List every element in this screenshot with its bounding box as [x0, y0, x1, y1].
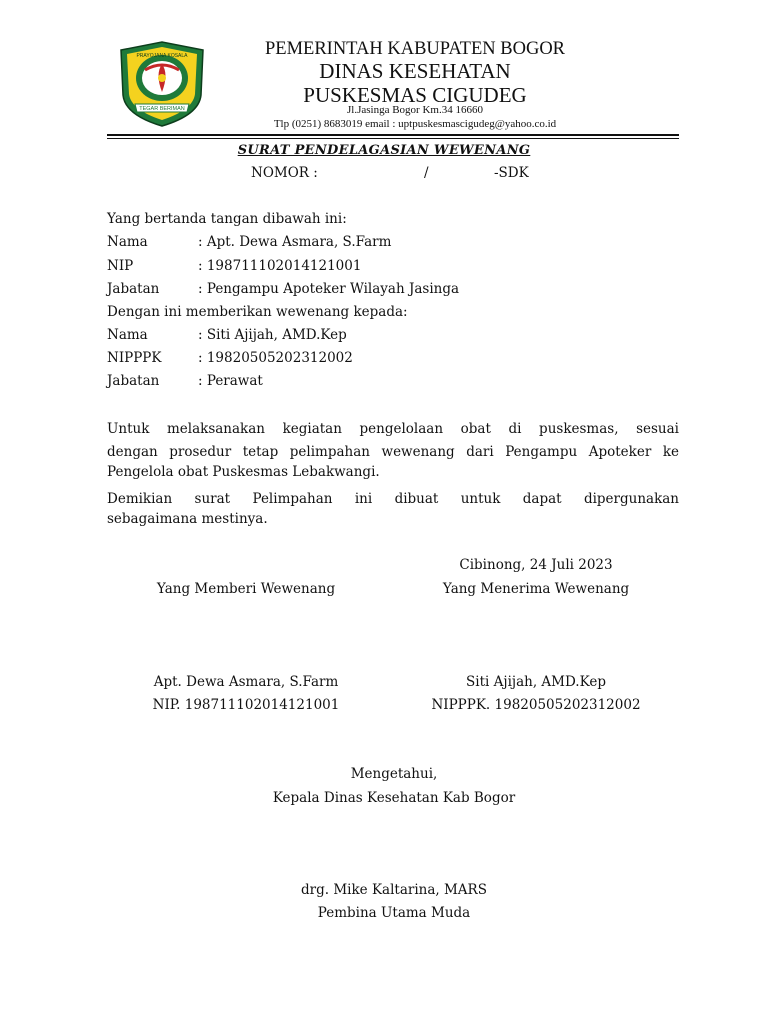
giver-position-label: Jabatan: [107, 281, 160, 297]
giver-nip-label: NIP: [107, 258, 134, 274]
letterhead-address: Jl.Jasinga Bogor Km.34 16660: [347, 104, 483, 116]
receiver-position-label: Jabatan: [107, 373, 160, 389]
document-title: SURAT PENDELAGASIAN WEWENANG: [237, 143, 531, 158]
receiver-position-value: : Perawat: [198, 373, 263, 389]
bogor-regency-crest-logo: [117, 40, 207, 128]
receiver-name-value: : Siti Ajijah, AMD.Kep: [198, 327, 347, 343]
giver-position-value: : Pengampu Apoteker Wilayah Jasinga: [198, 281, 460, 297]
approval-position: Kepala Dinas Kesehatan Kab Bogor: [272, 790, 516, 806]
paragraph-purpose-line-2: dengan prosedur tetap pelimpahan wewenang dari Pengampu Apoteker ke: [107, 444, 679, 460]
transfer-text: Dengan ini memberikan wewenang kepada:: [107, 304, 408, 320]
svg-text:PRAYOJANA KOSALA: PRAYOJANA KOSALA: [136, 53, 188, 59]
approval-name: drg. Mike Kaltarina, MARS: [301, 882, 487, 898]
approval-label: Mengetahui,: [350, 766, 438, 782]
letterhead-divider: [107, 134, 679, 139]
intro-text: Yang bertanda tangan dibawah ini:: [107, 211, 347, 227]
paragraph-purpose-line-3: Pengelola obat Puskesmas Lebakwangi.: [107, 464, 380, 480]
paragraph-closing-line-2: sebagaimana mestinya.: [107, 511, 268, 527]
receiver-nipppk-value: : 19820505202312002: [198, 350, 353, 366]
sign-left-name: Apt. Dewa Asmara, S.Farm: [153, 674, 339, 690]
nomor-separator: /: [424, 165, 429, 181]
letterhead-puskesmas: PUSKESMAS CIGUDEG: [303, 83, 527, 107]
giver-name-label: Nama: [107, 234, 148, 250]
paragraph-purpose-line-1: Untuk melaksanakan kegiatan pengelolaan obat di puskesmas, sesuai: [107, 421, 679, 437]
sign-right-id: NIPPPK. 19820505202312002: [431, 697, 641, 713]
nomor-suffix: -SDK: [494, 165, 529, 181]
sign-left-id: NIP. 198711102014121001: [152, 697, 340, 713]
letterhead-government: PEMERINTAH KABUPATEN BOGOR: [264, 39, 566, 59]
approval-rank: Pembina Utama Muda: [317, 905, 471, 921]
sign-right-name: Siti Ajijah, AMD.Kep: [466, 674, 606, 690]
sign-left-role: Yang Memberi Wewenang: [156, 581, 336, 597]
giver-nip-value: : 198711102014121001: [198, 258, 362, 274]
letterhead-contact: Tlp (0251) 8683019 email : uptpuskesmascigudeg@yahoo.co.id: [273, 118, 557, 130]
giver-name-value: : Apt. Dewa Asmara, S.Farm: [198, 234, 392, 250]
paragraph-closing-line-1: Demikian surat Pelimpahan ini dibuat untuk dapat dipergunakan: [107, 491, 679, 507]
place-date: Cibinong, 24 Juli 2023: [459, 557, 613, 573]
nomor-label: NOMOR :: [251, 165, 318, 181]
receiver-nipppk-label: NIPPPK: [107, 350, 162, 366]
sign-right-role: Yang Menerima Wewenang: [442, 581, 630, 597]
receiver-name-label: Nama: [107, 327, 148, 343]
svg-text:TEGAR BERIMAN: TEGAR BERIMAN: [139, 106, 185, 112]
letterhead-agency: DINAS KESEHATAN: [319, 59, 511, 83]
